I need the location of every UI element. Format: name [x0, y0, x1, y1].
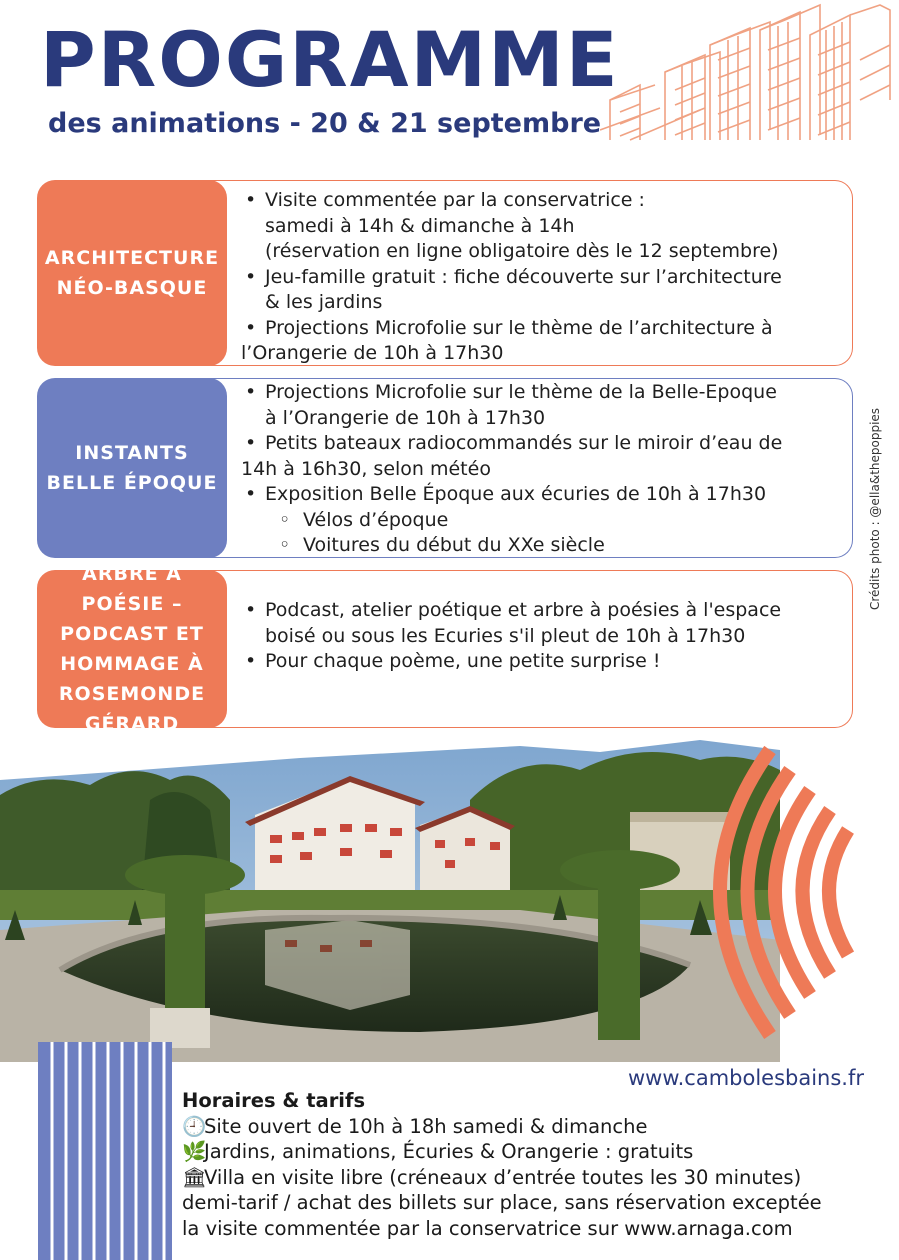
page-subtitle: des animations - 20 & 21 septembre	[48, 108, 602, 139]
list-subitem: ◦ Vélos d’époque	[241, 508, 843, 534]
bullet-list	[241, 188, 843, 367]
section-label: ARBRE À POÉSIE – PODCAST ET HOMMAGE À ROSEMONDE GÉRARD	[37, 570, 227, 728]
website-link[interactable]: www.cambolesbains.fr	[628, 1066, 865, 1090]
page-title: PROGRAMME	[40, 15, 620, 104]
list-item: • Podcast, atelier poétique et arbre à poésies à l'espace boisé ou sous les Ecuries s'il pleut de 10h à 17h30	[241, 598, 843, 649]
info-line: demi-tarif / achat des billets sur place, sans réservation exceptée	[182, 1191, 822, 1214]
list-item: • Projections Microfolie sur le thème de la Belle-Epoque à l’Orangerie de 10h à 17h30	[241, 380, 843, 431]
hours-and-prices	[182, 1088, 882, 1241]
section-label: INSTANTS BELLE ÉPOQUE	[37, 378, 227, 558]
blue-stripes-decoration	[38, 1042, 172, 1260]
list-item: • Exposition Belle Époque aux écuries de 10h à 17h30	[241, 482, 843, 508]
leaf-icon: 🌿	[182, 1140, 207, 1163]
list-subitem: ◦ Voitures du début du XXe siècle	[241, 533, 843, 559]
list-item: • Petits bateaux radiocommandés sur le miroir d’eau de 14h à 16h30, selon météo	[241, 431, 843, 482]
info-line: 🕘Site ouvert de 10h à 18h samedi & dimanche	[182, 1114, 648, 1138]
museum-icon: 🏛	[182, 1165, 207, 1189]
section-architecture	[37, 180, 853, 366]
photo-credits: Crédits photo : @ella&thepoppies	[868, 407, 882, 610]
bullet-list	[241, 380, 843, 559]
building-outline-illustration	[600, 0, 899, 145]
list-item: • Jeu-famille gratuit : fiche découverte sur l’architecture & les jardins	[241, 265, 843, 316]
section-belle-epoque	[37, 378, 853, 558]
info-title: Horaires & tarifs	[182, 1089, 366, 1112]
info-line: 🏛Villa en visite libre (créneaux d’entrée toutes les 30 minutes)	[182, 1165, 802, 1189]
info-line: 🌿Jardins, animations, Écuries & Orangerie : gratuits	[182, 1140, 694, 1163]
orange-arc-decoration	[690, 740, 899, 1040]
section-label: ARCHITECTURE NÉO-BASQUE	[37, 180, 227, 366]
clock-icon: 🕘	[182, 1114, 207, 1138]
bullet-list	[241, 598, 843, 675]
section-arbre-poesie	[37, 563, 853, 735]
list-item: • Pour chaque poème, une petite surprise !	[241, 649, 843, 675]
villa-garden-photo	[0, 740, 780, 1062]
list-item: • Visite commentée par la conservatrice : samedi à 14h & dimanche à 14h (réservation en ligne obligatoire dès le 12 septembre)	[241, 188, 843, 265]
list-item: • Projections Microfolie sur le thème de l’architecture à l’Orangerie de 10h à 17h30	[241, 316, 843, 367]
info-line: la visite commentée par la conservatrice sur www.arnaga.com	[182, 1216, 793, 1240]
